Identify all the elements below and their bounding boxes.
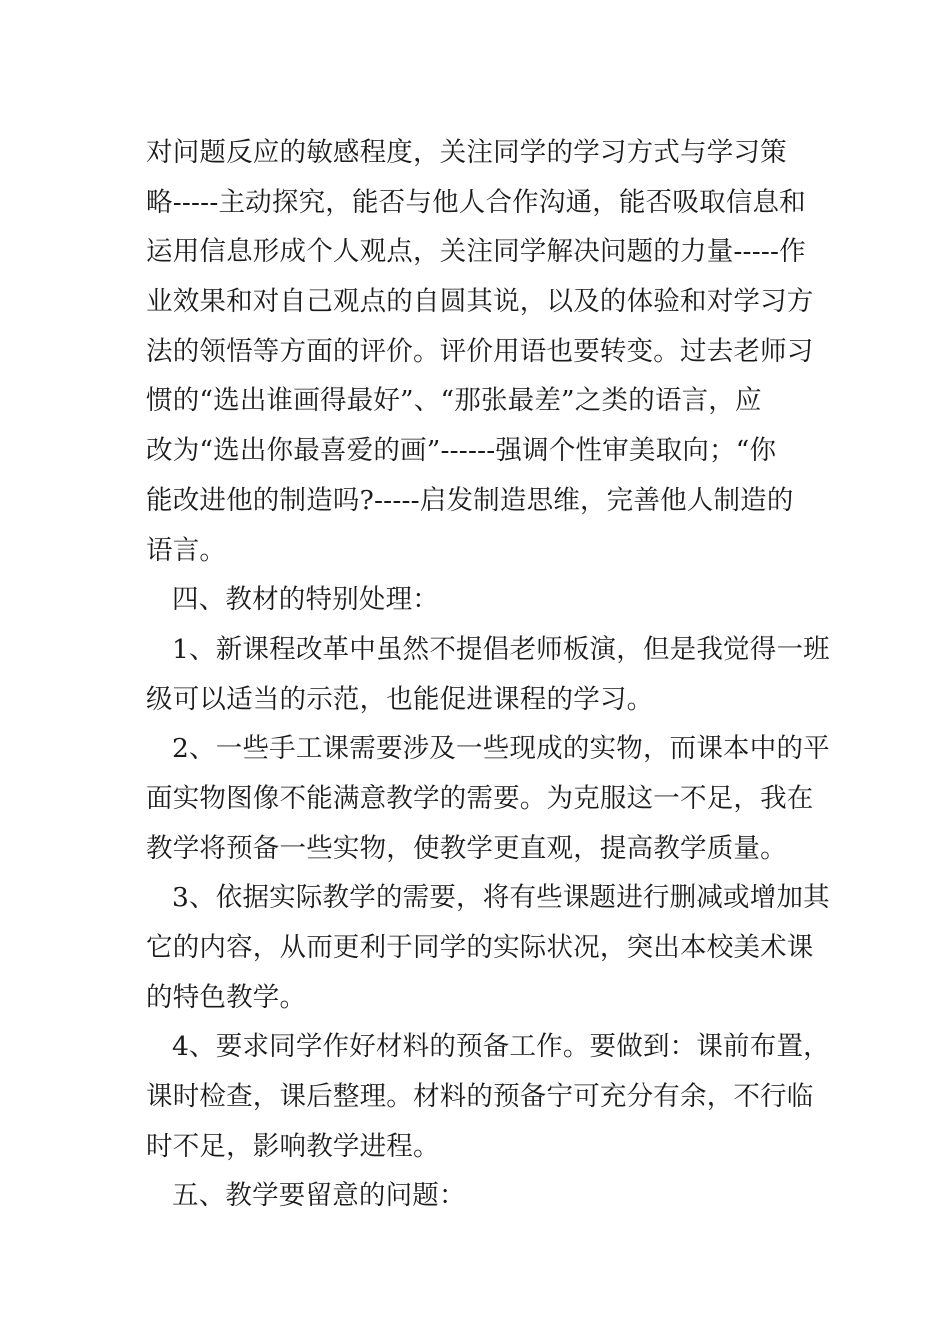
text-line: 对问题反应的敏感程度，关注同学的学习方式与学习策 [146,137,787,168]
text-line: 惯的“选出谁画得最好”、“那张最差”之类的语言，应 [146,385,762,417]
text-line: 语言。 [146,534,227,566]
text-line: 课时检查，课后整理。材料的预备宁可充分有余，不行临 [146,1081,814,1113]
text-line: 略-----主动探究，能否与他人合作沟通，能否吸取信息和 [146,186,806,218]
text-line: 改为“选出你最喜爱的画”------强调个性审美取向；“你 [146,435,777,467]
text-line: 级可以适当的示范，也能促进课程的学习。 [146,683,654,715]
text-line: 它的内容，从而更利于同学的实际状况，突出本校美术课 [146,932,814,963]
list-item-start: 1、新课程改革中虽然不提倡老师板演，但是我觉得一班 [172,633,830,665]
text-line: 的特色教学。 [146,981,307,1013]
list-item-start: 2、一些手工课需要涉及一些现成的实物，而课本中的平 [172,733,830,765]
text-line: 法的领悟等方面的评价。评价用语也要转变。过去老师习 [146,335,814,367]
text-line: 运用信息形成个人观点，关注同学解决问题的力量-----作 [146,236,806,268]
section-heading: 四、教材的特别处理： [172,584,439,616]
document-body [146,128,830,1221]
text-line: 面实物图像不能满意教学的需要。为克服这一不足，我在 [146,782,814,814]
section-heading: 五、教学要留意的问题： [172,1180,466,1212]
text-line: 教学将预备一些实物，使教学更直观，提高教学质量。 [146,832,787,864]
text-line: 时不足，影响教学进程。 [146,1130,440,1162]
text-line: 业效果和对自己观点的自圆其说，以及的体验和对学习方 [146,286,814,318]
list-item-start: 3、依据实际教学的需要，将有些课题进行删减或增加其 [172,882,830,914]
list-item-start: 4、要求同学作好材料的预备工作。要做到：课前布置， [172,1031,830,1063]
text-line: 能改进他的制造吗?-----启发制造思维，完善他人制造的 [146,484,794,516]
